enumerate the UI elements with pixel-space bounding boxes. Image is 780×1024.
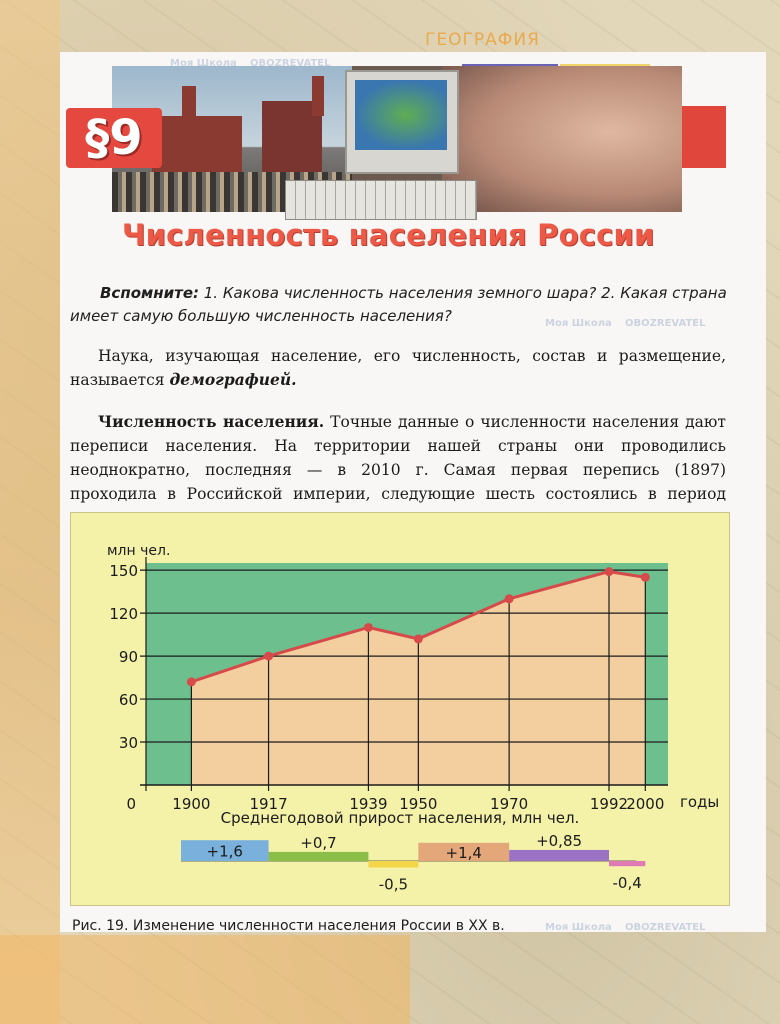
x-tick-label: 1992 bbox=[589, 795, 629, 813]
x-axis-label: годы bbox=[680, 793, 720, 811]
growth-label: +1,6 bbox=[206, 842, 243, 861]
subject-header: ГЕОГРАФИЯ bbox=[425, 30, 540, 50]
computer-monitor-image bbox=[345, 70, 459, 174]
section-text: Точные данные о численности населения дают переписи населения. На территории нашей страны они проводились неоднократно, последняя — в 2010 г. Самая первая перепись (1897) проходила в Российской империи, следующие шесть состоялись в период bbox=[70, 413, 726, 503]
growth-bar bbox=[269, 852, 369, 861]
population-point bbox=[264, 652, 273, 661]
y-tick-label: 30 bbox=[118, 734, 138, 753]
growth-label: -0,4 bbox=[612, 874, 642, 893]
x-tick-label: 1900 bbox=[172, 795, 211, 813]
x-tick-label: 1950 bbox=[399, 795, 438, 813]
population-point bbox=[604, 567, 613, 576]
y-tick-label: 120 bbox=[109, 605, 138, 624]
decor-red-block bbox=[682, 106, 726, 168]
growth-label: +0,85 bbox=[536, 831, 583, 850]
growth-bar bbox=[368, 861, 418, 868]
definition-paragraph bbox=[70, 344, 726, 392]
watermark: Моя Школа bbox=[545, 922, 612, 933]
growth-bar bbox=[509, 850, 609, 861]
growth-title: Среднегодовой прирост населения, млн чел. bbox=[220, 809, 580, 827]
definition-text: Наука, изучающая население, его численность, состав и размещение, называется bbox=[70, 347, 726, 389]
growth-label: +0,7 bbox=[300, 833, 337, 852]
figure-caption: Рис. 19. Изменение численности населения России в XX в. bbox=[72, 918, 505, 934]
population-point bbox=[641, 573, 650, 582]
x-tick-label: 1939 bbox=[349, 795, 388, 813]
watermark: OBOZREVATEL bbox=[625, 922, 706, 933]
watermark: OBOZREVATEL bbox=[250, 58, 331, 69]
origin-label: 0 bbox=[126, 795, 136, 813]
left-color-strip bbox=[0, 0, 60, 1024]
watermark: OBOZREVATEL bbox=[625, 318, 706, 329]
x-tick-label: 2000 bbox=[626, 795, 665, 813]
keyboard-image bbox=[285, 180, 477, 220]
paragraph-number-badge: §9 bbox=[66, 108, 162, 168]
y-tick-label: 60 bbox=[118, 691, 138, 710]
x-tick-label: 1970 bbox=[490, 795, 529, 813]
y-tick-label: 90 bbox=[118, 648, 138, 667]
growth-label: +1,4 bbox=[445, 843, 482, 862]
population-chart bbox=[71, 513, 729, 905]
recall-text: 1. Какова численность населения земного шара? 2. Какая страна имеет самую большую численность населения? bbox=[70, 284, 727, 325]
definition-term: демографией. bbox=[169, 370, 297, 389]
watermark: Моя Школа bbox=[545, 318, 612, 329]
population-point bbox=[414, 634, 423, 643]
section-heading: Численность населения. bbox=[98, 412, 325, 431]
recall-label: Вспомните: bbox=[100, 284, 199, 302]
x-tick-label: 1917 bbox=[249, 795, 288, 813]
watermark: Моя Школа bbox=[170, 58, 237, 69]
page-title: Численность населения России bbox=[122, 218, 655, 252]
y-axis-label: млн чел. bbox=[107, 543, 171, 559]
y-tick-label: 150 bbox=[109, 562, 138, 581]
population-chart-panel bbox=[70, 512, 730, 906]
growth-label: -0,5 bbox=[378, 875, 409, 894]
bottom-color-strip bbox=[0, 935, 410, 1024]
growth-bar bbox=[609, 861, 645, 866]
population-point bbox=[364, 623, 373, 632]
population-point bbox=[505, 594, 514, 603]
population-point bbox=[187, 677, 196, 686]
